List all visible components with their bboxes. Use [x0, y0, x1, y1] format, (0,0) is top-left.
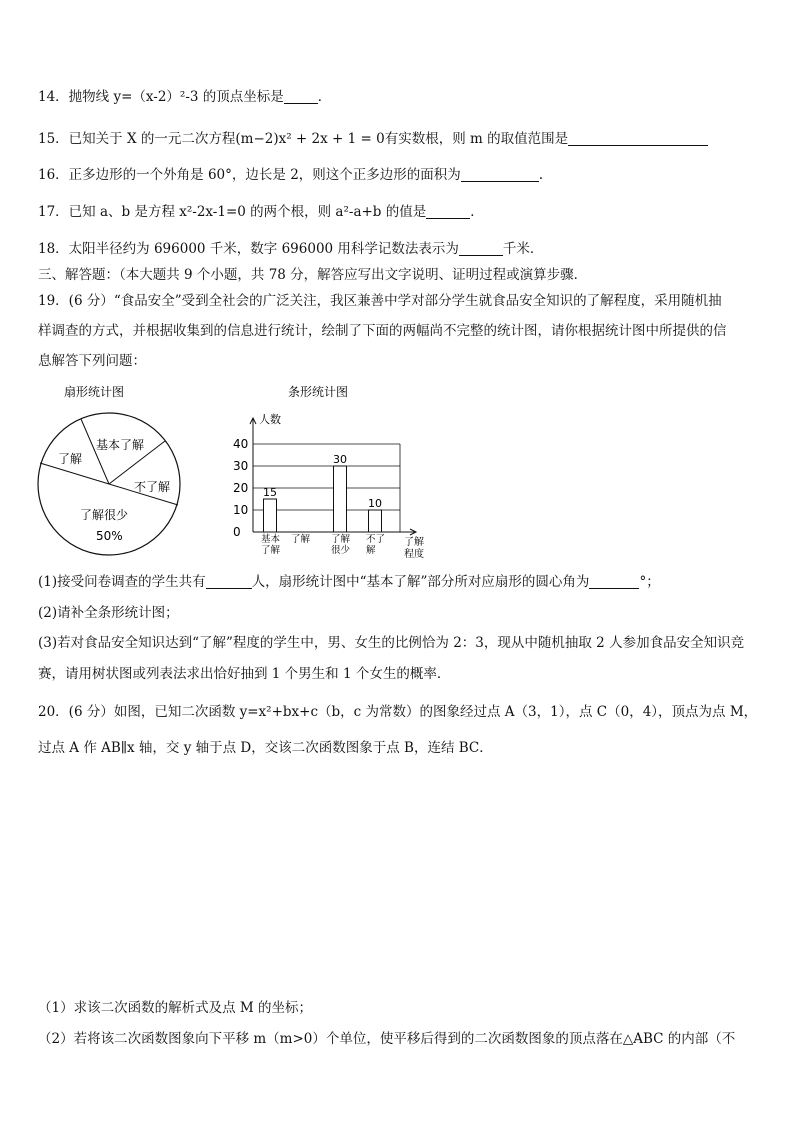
question-19-sub1: (1)接受问卷调查的学生共有 人，扇形统计图中“基本了解”部分所对应扇形的圆心角为 °；: [38, 574, 660, 590]
y-tick-label: 30: [233, 459, 249, 473]
pie-label-little: 了解很少: [80, 508, 129, 522]
question-20-line2: 过点 A 作 AB∥x 轴，交 y 轴于点 D，交该二次函数图象于点 B，连结 BC．: [38, 740, 493, 756]
bar: [334, 466, 347, 532]
question-20-line1: 20．(6 分）如图，已知二次函数 y=x²+bx+c（b，c 为常数）的图象经过点 A（3，1），点 C（0，4），顶点为点 M，: [38, 704, 758, 720]
question-19-line1: 19．(6 分）“食品安全”受到全社会的广泛关注，我区兼善中学对部分学生就食品安全知识的了解程度，采用随机抽: [38, 293, 722, 309]
answer-blank[interactable]: [426, 204, 470, 219]
x-tick-label: 很少: [331, 545, 351, 556]
x-tick-label: 解: [366, 545, 376, 556]
pie-label-little-pct: 50%: [96, 529, 123, 543]
answer-blank[interactable]: [284, 89, 318, 104]
x-tick-label: 了解: [261, 545, 281, 556]
bar: [369, 510, 382, 532]
pie-divider: [40, 463, 109, 484]
answer-blank[interactable]: [568, 131, 708, 146]
pie-label-know: 了解: [58, 452, 83, 466]
bar-value-label: 10: [368, 497, 382, 510]
x-tick-label: 了解: [291, 534, 311, 545]
y-axis-label: 人数: [259, 413, 281, 426]
x-tick-label: 不了: [366, 534, 386, 545]
question-19-line3: 息解答下列问题：: [38, 353, 146, 369]
equation: (m−2)x² + 2x + 1 = 0: [235, 131, 385, 147]
bar-value-label: 30: [333, 453, 347, 466]
x-tick-label: 了解: [331, 534, 351, 545]
x-tick-label: 基本: [261, 534, 281, 545]
answer-blank[interactable]: [589, 574, 639, 589]
question-19-sub2: (2)请补全条形统计图；: [38, 605, 179, 621]
x-axis-label: 了解程度: [404, 537, 424, 560]
question-18: 18．太阳半径约为 696000 千米，数字 696000 用科学记数法表示为 千米．: [38, 241, 544, 257]
pie-label-notknow: 不了解: [134, 480, 171, 494]
question-15: 15．已知关于 X 的一元二次方程(m−2)x² + 2x + 1 = 0有实数根，则 m 的取值范围是: [38, 130, 708, 148]
y-tick-label: 10: [233, 503, 249, 517]
question-20-sub1: （1）求该二次函数的解析式及点 M 的坐标；: [38, 1000, 312, 1016]
pie-chart: [38, 413, 180, 555]
bar-title: 条形统计图: [288, 385, 349, 399]
question-16: 16．正多边形的一个外角是 60°，边长是 2，则这个正多边形的面积为 .: [38, 167, 544, 183]
y-tick-label: 0: [233, 525, 241, 539]
answer-blank[interactable]: [459, 241, 503, 256]
question-14: 14．抛物线 y=（x-2）²-3 的顶点坐标是 ．: [38, 89, 332, 105]
bar-value-label: 15: [263, 486, 277, 499]
bar: [264, 499, 277, 532]
question-17: 17．已知 a、b 是方程 x²-2x-1=0 的两个根，则 a²-a+b 的值是 ．: [38, 204, 484, 220]
y-tick-label: 20: [233, 481, 249, 495]
bar-chart: [233, 412, 424, 560]
answer-blank[interactable]: [461, 167, 539, 182]
question-19-line2: 样调查的方式，并根据收集到的信息进行统计，绘制了下面的两幅尚不完整的统计图，请你根据统计图中所提供的信: [38, 323, 727, 339]
y-tick-label: 40: [233, 437, 249, 451]
pie-title: 扇形统计图: [64, 385, 125, 399]
question-19-sub3a: (3)若对食品安全知识达到“了解”程度的学生中，男、女生的比例恰为 2：3，现从中随机抽取 2 人参加食品安全知识竞: [38, 635, 745, 651]
figures: [0, 375, 794, 575]
question-20-sub2: （2）若将该二次函数图象向下平移 m（m>0）个单位，使平移后得到的二次函数图象的顶点落在△ABC 的内部（不: [38, 1031, 736, 1047]
question-19-sub3b: 赛，请用树状图或列表法求出恰好抽到 1 个男生和 1 个女生的概率．: [38, 666, 451, 682]
answer-blank[interactable]: [206, 574, 252, 589]
question-14-text: 14．抛物线 y=（x-2）²-3 的顶点坐标是: [38, 89, 284, 105]
section-heading: 三、解答题：（本大题共 9 个小题，共 78 分，解答应写出文字说明、证明过程或演算步骤．: [38, 267, 588, 283]
pie-label-basic: 基本了解: [96, 438, 145, 452]
